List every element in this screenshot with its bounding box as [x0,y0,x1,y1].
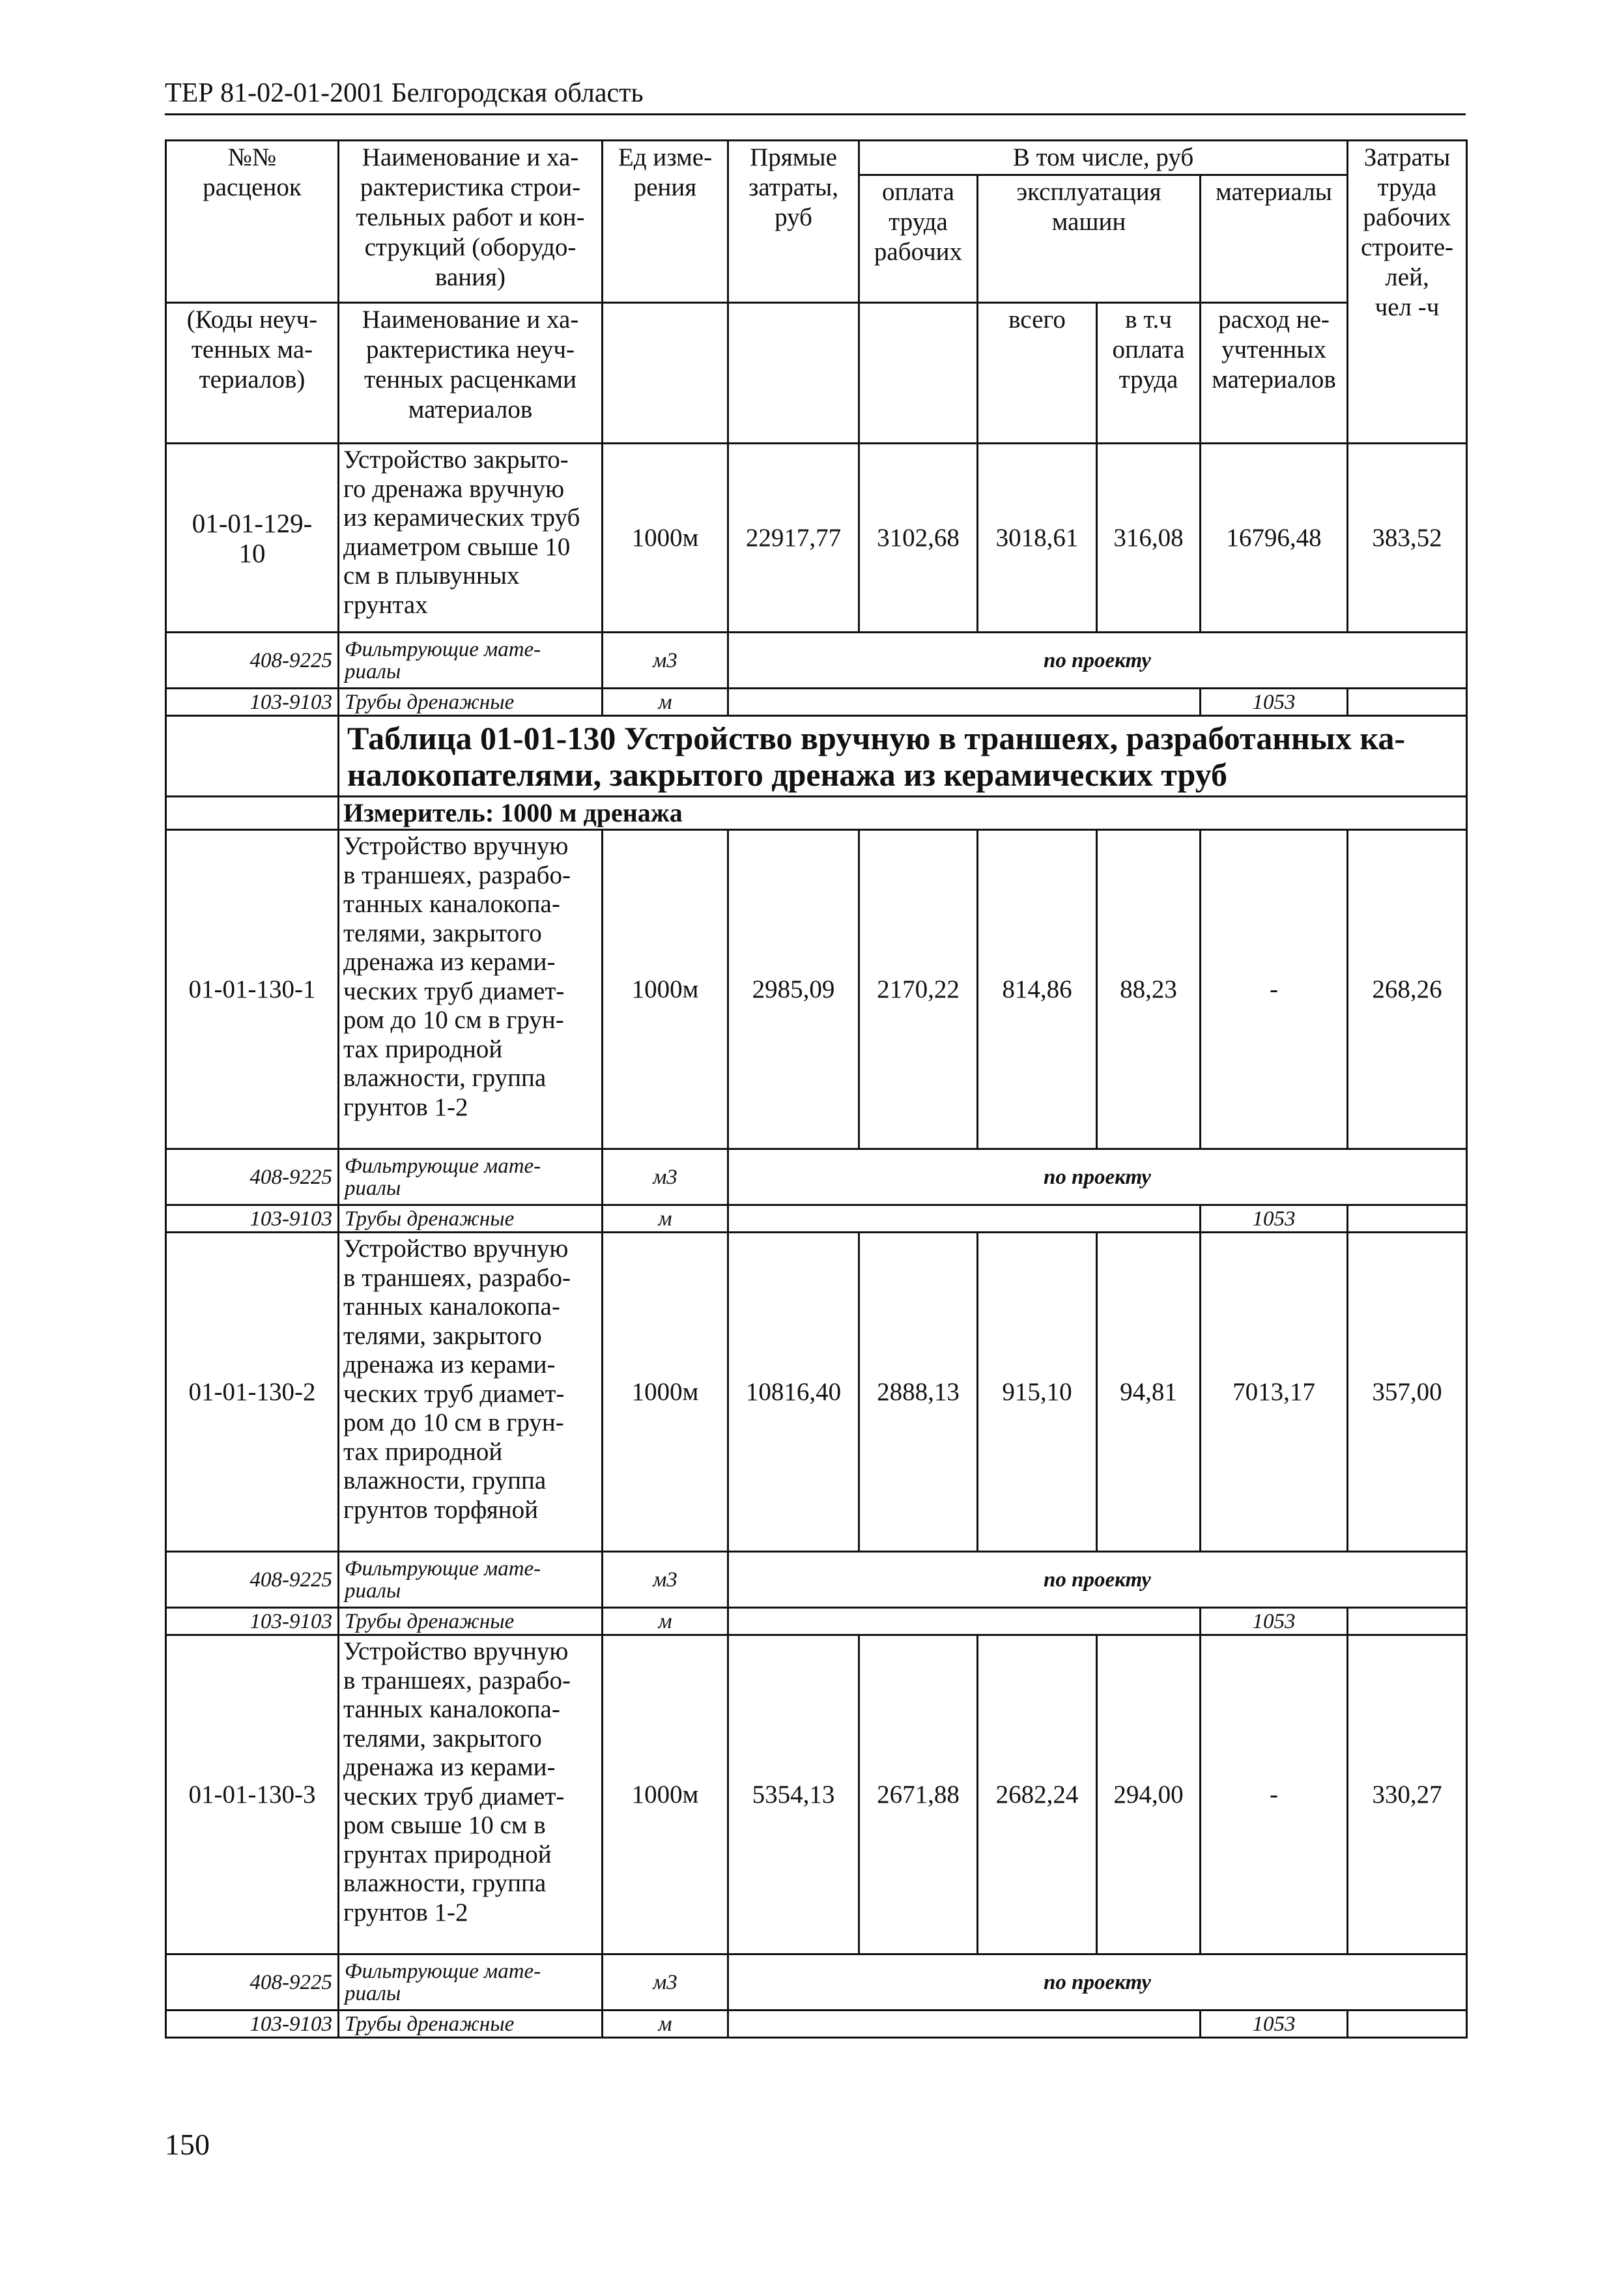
machines-total: 3018,61 [978,444,1097,633]
material-value: по проекту [728,633,1467,689]
rate-unit: 1000м [603,830,728,1149]
material-name: Фильтрующие мате- риалы [339,1954,603,2011]
col-header-wages: оплата труда рабочих [859,175,978,303]
direct-costs: 10816,40 [728,1233,859,1552]
table-row [166,1635,1467,1954]
material-name: Фильтрующие мате- риалы [339,1552,603,1608]
material-unit: м3 [603,1552,728,1608]
material-value: 1053 [1201,1205,1348,1233]
direct-costs: 2985,09 [728,830,859,1149]
material-row [166,633,1467,689]
machines-total: 2682,24 [978,1635,1097,1954]
table-row [166,830,1467,1149]
col-header-machines: эксплуатация машин [978,175,1201,303]
empty-cell [166,797,339,830]
machines-wages: 88,23 [1097,830,1201,1149]
table-row [166,444,1467,633]
material-row [166,1608,1467,1635]
material-value: по проекту [728,1954,1467,2011]
table-title-row [166,716,1467,797]
empty-cell [728,2011,1201,2038]
page-header [165,77,1466,115]
col-header-materials: материалы [1201,175,1348,303]
material-code: 103-9103 [166,689,339,716]
empty-cell [1348,1205,1467,1233]
rate-description: Устройство вручную в траншеях, разрабо- танных каналокопа- телями, закрытого дренажа из керами- ческих труб диамет- ром свыше 10 см в грунтах природной влажности, группа грунтов 1-2 [339,1635,603,1954]
material-row [166,1552,1467,1608]
rate-description: Устройство вручную в траншеях, разрабо- танных каналокопа- телями, закрытого дренажа из керами- ческих труб диамет- ром до 10 см в грун- тах природной влажности, группа грунтов 1-2 [339,830,603,1149]
materials-value: - [1201,830,1348,1149]
col-subheader-machines-wages: в т.ч оплата труда [1097,303,1201,444]
material-name: Трубы дренажные [339,689,603,716]
header-title: ТЕР 81-02-01-2001 Белгородская область [165,78,644,108]
rate-unit: 1000м [603,1233,728,1552]
rates-table [165,139,1468,2039]
measure-row [166,797,1467,830]
direct-costs: 5354,13 [728,1635,859,1954]
empty-cell [1348,2011,1467,2038]
table-title: Таблица 01-01-130 Устройство вручную в траншеях, разработанных ка- налокопателями, закрытого дренажа из керамических труб [339,716,1467,797]
table-row [166,1233,1467,1552]
material-name: Фильтрующие мате- риалы [339,633,603,689]
col-header-including: В том числе, руб [859,141,1348,175]
material-row [166,1954,1467,2011]
material-value: 1053 [1201,689,1348,716]
col-subheader-material-names: Наименование и ха- рактеристика неуч- тенных расценками материалов [339,303,603,444]
materials-value: 7013,17 [1201,1233,1348,1552]
empty-cell [603,303,728,444]
col-header-name: Наименование и ха- рактеристика строи- тельных работ и кон- струкций (оборудо- вания) [339,141,603,303]
materials-value: - [1201,1635,1348,1954]
rate-description: Устройство вручную в траншеях, разрабо- танных каналокопа- телями, закрытого дренажа из керами- ческих труб диамет- ром до 10 см в грун- тах природной влажности, группа грунтов торфяной [339,1233,603,1552]
col-header-labor: Затраты труда рабочих строите- лей, чел -ч [1348,141,1467,444]
rate-code: 01-01-130-1 [166,830,339,1149]
machines-total: 915,10 [978,1233,1097,1552]
material-unit: м [603,689,728,716]
material-value: по проекту [728,1149,1467,1205]
col-header-unit: Ед изме- рения [603,141,728,303]
machines-wages: 94,81 [1097,1233,1201,1552]
rate-description: Устройство закрыто- го дренажа вручную из керамических труб диаметром свыше 10 см в плывунных грунтах [339,444,603,633]
wages-value: 2170,22 [859,830,978,1149]
empty-cell [728,689,1201,716]
material-value: 1053 [1201,1608,1348,1635]
material-code: 408-9225 [166,1149,339,1205]
labor-value: 357,00 [1348,1233,1467,1552]
material-unit: м [603,2011,728,2038]
empty-cell [166,716,339,797]
material-value: по проекту [728,1552,1467,1608]
labor-value: 383,52 [1348,444,1467,633]
rate-code: 01-01-130-3 [166,1635,339,1954]
materials-value: 16796,48 [1201,444,1348,633]
col-subheader-materials-use: расход не- учтенных материалов [1201,303,1348,444]
col-subheader-material-codes: (Коды неуч- тенных ма- териалов) [166,303,339,444]
empty-cell [728,303,859,444]
material-code: 103-9103 [166,1608,339,1635]
material-value: 1053 [1201,2011,1348,2038]
wages-value: 2888,13 [859,1233,978,1552]
col-header-number: №№ расценок [166,141,339,303]
material-code: 103-9103 [166,1205,339,1233]
material-code: 408-9225 [166,1954,339,2011]
machines-wages: 294,00 [1097,1635,1201,1954]
header-row-1 [166,141,1467,175]
material-unit: м [603,1608,728,1635]
empty-cell [728,1608,1201,1635]
rate-code: 01-01-129- 10 [166,444,339,633]
material-row [166,1149,1467,1205]
direct-costs: 22917,77 [728,444,859,633]
labor-value: 268,26 [1348,830,1467,1149]
machines-wages: 316,08 [1097,444,1201,633]
empty-cell [1348,1608,1467,1635]
material-name: Трубы дренажные [339,1608,603,1635]
material-unit: м3 [603,633,728,689]
measure-unit: Измеритель: 1000 м дренажа [339,797,1467,830]
machines-total: 814,86 [978,830,1097,1149]
empty-cell [859,303,978,444]
material-row [166,2011,1467,2038]
material-name: Трубы дренажные [339,1205,603,1233]
empty-cell [728,1205,1201,1233]
empty-cell [1348,689,1467,716]
material-unit: м3 [603,1954,728,2011]
wages-value: 2671,88 [859,1635,978,1954]
material-row [166,689,1467,716]
material-name: Трубы дренажные [339,2011,603,2038]
col-header-direct-costs: Прямые затраты, руб [728,141,859,303]
labor-value: 330,27 [1348,1635,1467,1954]
header-row-4 [166,303,1467,444]
wages-value: 3102,68 [859,444,978,633]
material-code: 408-9225 [166,1552,339,1608]
material-code: 408-9225 [166,633,339,689]
page-number: 150 [165,2128,210,2161]
rate-unit: 1000м [603,444,728,633]
material-name: Фильтрующие мате- риалы [339,1149,603,1205]
material-code: 103-9103 [166,2011,339,2038]
material-unit: м3 [603,1149,728,1205]
rate-unit: 1000м [603,1635,728,1954]
col-subheader-machines-total: всего [978,303,1097,444]
material-row [166,1205,1467,1233]
rate-code: 01-01-130-2 [166,1233,339,1552]
material-unit: м [603,1205,728,1233]
